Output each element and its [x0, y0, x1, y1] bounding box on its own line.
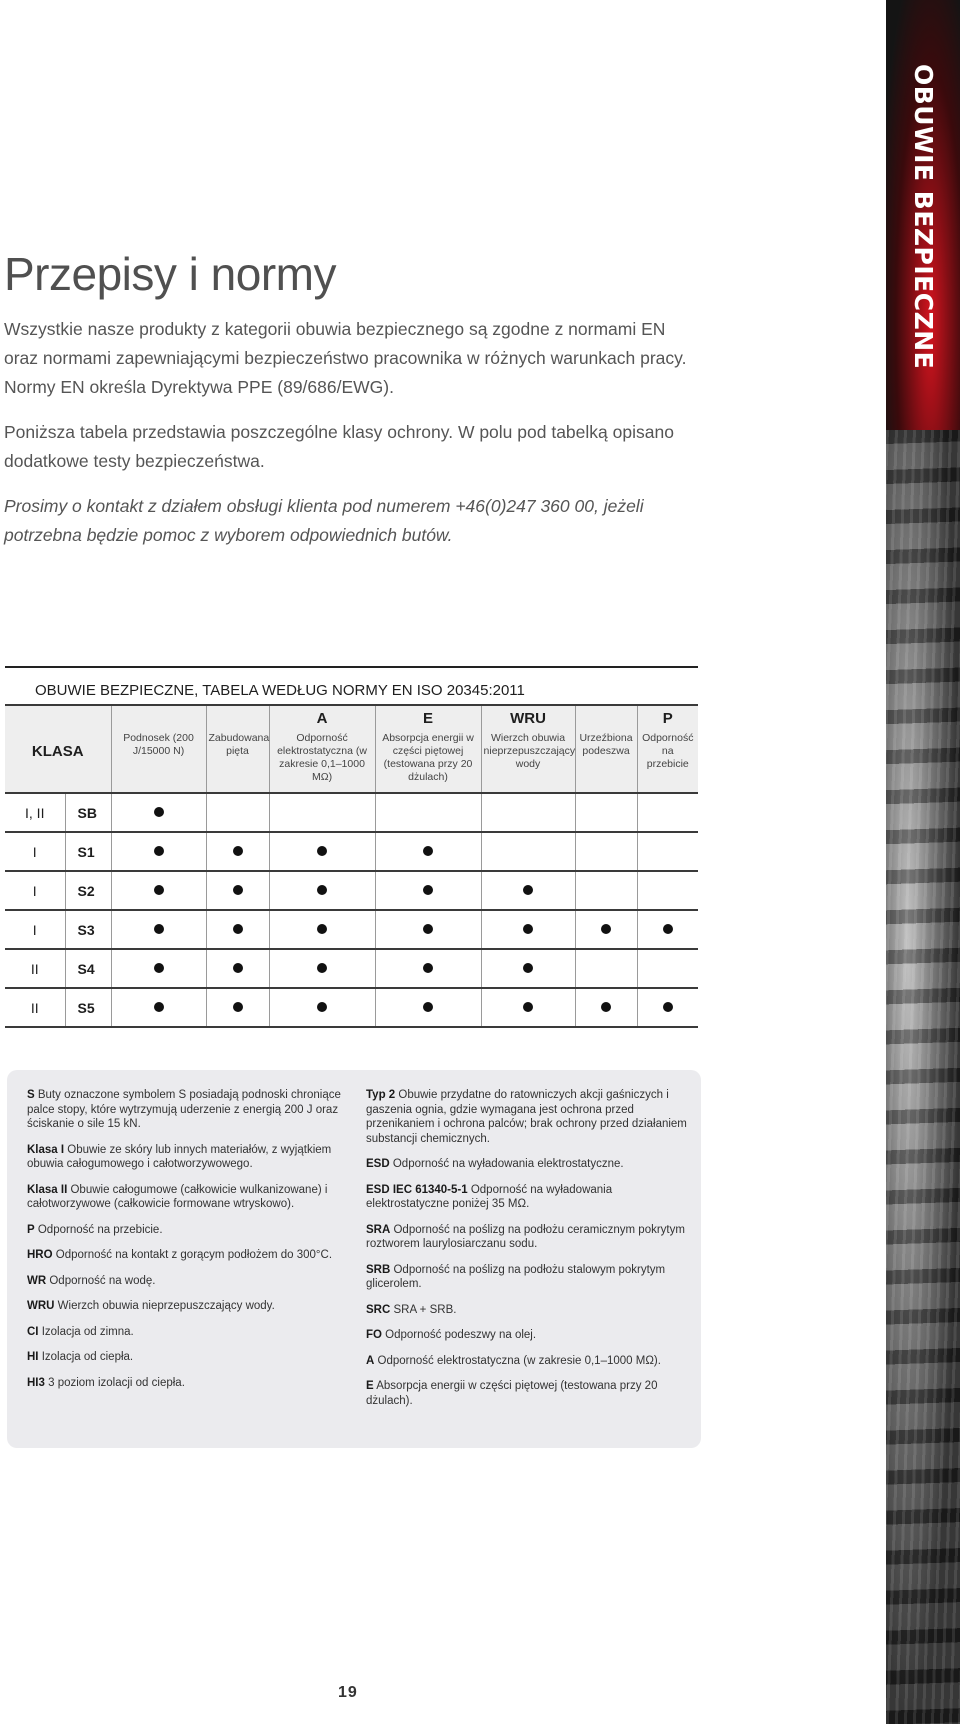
definition-term: HI3 — [27, 1376, 45, 1389]
column-header — [575, 705, 637, 793]
intro-paragraph: Wszystkie nasze produkty z kategorii obuwia bezpiecznego są zgodne z normami EN oraz normami zapewniającymi bezpieczeństwo pracownika w różnych warunkach pracy. Normy EN określa Dyrektywa PPE (89/686/EWG). — [4, 319, 687, 397]
requirement-cell — [206, 793, 269, 832]
requirement-cell — [481, 871, 575, 910]
definition-text: Izolacja od zimna. — [38, 1325, 134, 1338]
bullet-dot-icon — [423, 924, 433, 934]
requirement-cell — [269, 832, 375, 871]
klasa-cell: I, II — [5, 793, 65, 832]
definition-item — [27, 1376, 347, 1391]
requirement-cell — [111, 832, 206, 871]
requirement-cell — [111, 871, 206, 910]
requirement-cell — [575, 949, 637, 988]
column-header — [111, 705, 206, 793]
bullet-dot-icon — [317, 963, 327, 973]
requirement-cell — [206, 871, 269, 910]
symbol-cell: S4 — [65, 949, 111, 988]
column-description: Odporność na przebicie — [642, 732, 694, 770]
bullet-dot-icon — [233, 963, 243, 973]
column-description: Podnosek (200 J/15000 N) — [123, 732, 194, 757]
definition-term: Klasa II — [27, 1183, 68, 1196]
requirement-cell — [575, 910, 637, 949]
definition-term: CI — [27, 1325, 39, 1338]
definition-term: E — [366, 1380, 374, 1392]
requirement-cell — [206, 832, 269, 871]
column-letter — [112, 710, 206, 732]
column-header — [481, 705, 575, 793]
definition-term: Typ 2 — [366, 1089, 396, 1101]
requirement-cell — [575, 871, 637, 910]
page-title: Przepisy i normy — [4, 248, 336, 300]
column-header — [375, 705, 481, 793]
klasa-cell: I — [5, 910, 65, 949]
column-header — [269, 705, 375, 793]
bullet-dot-icon — [154, 846, 164, 856]
column-letter — [207, 710, 269, 732]
requirement-cell — [269, 793, 375, 832]
table-row — [5, 949, 698, 988]
table-top-rule — [5, 666, 698, 668]
definition-text: Odporność na wyładowania elektrostatyczne poniżej 35 MΩ. — [366, 1183, 613, 1210]
symbol-cell: S1 — [65, 832, 111, 871]
column-header — [206, 705, 269, 793]
requirement-cell — [375, 793, 481, 832]
definition-term: Klasa I — [27, 1143, 65, 1156]
column-description: Wierzch obuwia nieprzepuszczający wody — [483, 732, 576, 770]
column-letter — [576, 710, 637, 732]
symbol-cell: S2 — [65, 871, 111, 910]
requirement-cell — [269, 910, 375, 949]
definition-item — [27, 1183, 347, 1212]
requirement-cell — [111, 793, 206, 832]
definition-text: Odporność na wodę. — [46, 1274, 156, 1287]
bullet-dot-icon — [317, 846, 327, 856]
column-header — [637, 705, 698, 793]
definition-item — [27, 1299, 347, 1314]
klasa-cell: II — [5, 988, 65, 1027]
bullet-dot-icon — [317, 924, 327, 934]
requirement-cell — [481, 949, 575, 988]
definition-text: Buty oznaczone symbolem S posiadają podnoski chroniące palce stopy, które wytrzymują uderzenie z energią 200 J oraz ściskanie o sile 15 kN. — [27, 1089, 341, 1130]
column-description: Absorpcja energii w części piętowej (testowana przy 20 dżulach) — [382, 732, 474, 783]
definition-item — [366, 1303, 691, 1318]
side-photo-workshop — [886, 430, 960, 1724]
definition-item — [366, 1354, 691, 1369]
requirement-cell — [375, 988, 481, 1027]
definition-item — [27, 1350, 347, 1365]
definition-text: Odporność na wyładowania elektrostatyczne. — [389, 1158, 624, 1170]
definition-term: FO — [366, 1329, 382, 1341]
requirement-cell — [375, 871, 481, 910]
bullet-dot-icon — [233, 846, 243, 856]
definition-term: S — [27, 1089, 35, 1101]
definition-text: Absorpcja energii w części piętowej (testowana przy 20 dżulach). — [366, 1380, 658, 1407]
column-letter: WRU — [510, 710, 546, 727]
column-description: Zabudowana pięta — [208, 732, 270, 757]
requirement-cell — [637, 871, 698, 910]
requirement-cell — [375, 910, 481, 949]
definition-term: HI — [27, 1351, 39, 1363]
definition-text: Odporność podeszwy na olej. — [381, 1329, 537, 1341]
page-number: 19 — [338, 1684, 358, 1701]
definition-text: Izolacja od ciepła. — [38, 1351, 134, 1363]
requirement-cell — [481, 793, 575, 832]
table-intro-paragraph: Poniższa tabela przedstawia poszczególne klasy ochrony. W polu pod tabelką opisano dodatkowe testy bezpieczeństwa. — [4, 422, 674, 471]
klasa-cell: I — [5, 832, 65, 871]
requirement-cell — [481, 988, 575, 1027]
definition-text: Odporność na poślizg na podłożu ceramicznym pokrytym roztworem laurylosiarczanu sodu. — [366, 1223, 685, 1250]
requirement-cell — [637, 949, 698, 988]
requirement-cell — [637, 793, 698, 832]
definition-item — [27, 1223, 347, 1238]
definition-text: 3 poziom izolacji od ciepła. — [44, 1376, 185, 1389]
bullet-dot-icon — [317, 885, 327, 895]
requirement-cell — [481, 832, 575, 871]
definition-term: WRU — [27, 1300, 55, 1312]
definition-item — [27, 1143, 347, 1172]
requirement-cell — [111, 988, 206, 1027]
requirement-cell — [375, 832, 481, 871]
contact-paragraph: Prosimy o kontakt z działem obsługi klienta pod numerem +46(0)247 360 00, jeżeli potrzebna będzie pomoc z wyborem odpowiednich butów. — [4, 496, 644, 545]
table-row — [5, 793, 698, 832]
klasa-cell: I — [5, 871, 65, 910]
requirement-cell — [637, 988, 698, 1027]
norms-table — [5, 704, 698, 1028]
requirement-cell — [206, 910, 269, 949]
definition-term: ESD — [366, 1158, 390, 1170]
definition-text: Wierzch obuwia nieprzepuszczający wody. — [54, 1300, 275, 1312]
definitions-right-column — [366, 1088, 691, 1419]
bullet-dot-icon — [154, 924, 164, 934]
requirement-cell — [111, 910, 206, 949]
definition-term: P — [27, 1223, 35, 1236]
bullet-dot-icon — [601, 1002, 611, 1012]
definition-term: SRC — [366, 1303, 391, 1316]
definition-item — [366, 1263, 691, 1292]
requirement-cell — [269, 871, 375, 910]
definition-text: SRA + SRB. — [390, 1303, 457, 1316]
bullet-dot-icon — [233, 924, 243, 934]
bullet-dot-icon — [663, 924, 673, 934]
bullet-dot-icon — [154, 963, 164, 973]
requirement-cell — [111, 949, 206, 988]
table-row — [5, 988, 698, 1027]
klasa-cell: II — [5, 949, 65, 988]
side-banner-title: OBUWIE BEZPIECZNE — [909, 64, 938, 370]
definition-item — [27, 1274, 347, 1289]
table-header-row — [5, 705, 698, 793]
definition-term: SRA — [366, 1223, 391, 1236]
definition-term: WR — [27, 1274, 47, 1287]
definition-text: Odporność na poślizg na podłożu stalowym pokrytym glicerolem. — [366, 1263, 666, 1290]
bullet-dot-icon — [423, 1002, 433, 1012]
bullet-dot-icon — [601, 924, 611, 934]
bullet-dot-icon — [523, 1002, 533, 1012]
bullet-dot-icon — [423, 885, 433, 895]
definition-text: Obuwie całogumowe (całkowicie wulkanizowane) i całotworzywowe (całkowicie formowane wtryskowo). — [27, 1183, 328, 1210]
definition-term: A — [366, 1354, 375, 1367]
bullet-dot-icon — [423, 846, 433, 856]
definition-item — [27, 1088, 347, 1132]
definition-text: Odporność na kontakt z gorącym podłożem do 300°C. — [52, 1249, 333, 1261]
bullet-dot-icon — [154, 807, 164, 817]
column-letter: P — [662, 710, 673, 727]
requirement-cell — [637, 910, 698, 949]
definition-item — [366, 1379, 691, 1408]
requirement-cell — [575, 832, 637, 871]
definition-item — [366, 1328, 691, 1343]
definitions-box — [7, 1070, 701, 1448]
symbol-cell: SB — [65, 793, 111, 832]
definition-text: Obuwie przydatne do ratowniczych akcji gaśniczych i gaszenia ognia, gdzie wymagana jest ochrona przed przenikaniem i ochrona palców; brak ochrony przed działaniem substancji chemicznych. — [366, 1089, 687, 1145]
requirement-cell — [206, 988, 269, 1027]
requirement-cell — [269, 988, 375, 1027]
bullet-dot-icon — [523, 963, 533, 973]
definition-item — [366, 1223, 691, 1252]
requirement-cell — [575, 988, 637, 1027]
table-row — [5, 832, 698, 871]
definitions-left-column — [27, 1088, 347, 1401]
symbol-cell: S3 — [65, 910, 111, 949]
bullet-dot-icon — [317, 1002, 327, 1012]
definition-item — [366, 1183, 691, 1212]
definition-text: Obuwie ze skóry lub innych materiałów, z wyjątkiem obuwia całogumowego i całotworzywowego. — [27, 1143, 332, 1170]
table-row — [5, 871, 698, 910]
column-letter: E — [423, 710, 434, 727]
definition-item — [27, 1248, 347, 1263]
bullet-dot-icon — [523, 885, 533, 895]
bullet-dot-icon — [233, 1002, 243, 1012]
table-caption: OBUWIE BEZPIECZNE, TABELA WEDŁUG NORMY EN ISO 20345:2011 — [35, 682, 525, 699]
bullet-dot-icon — [154, 885, 164, 895]
column-description: Odporność elektrostatyczna (w zakresie 0,1–1000 MΩ) — [277, 732, 367, 783]
requirement-cell — [637, 832, 698, 871]
definition-text: Odporność elektrostatyczna (w zakresie 0,1–1000 MΩ). — [374, 1354, 661, 1367]
bullet-dot-icon — [423, 963, 433, 973]
bullet-dot-icon — [154, 1002, 164, 1012]
bullet-dot-icon — [663, 1002, 673, 1012]
requirement-cell — [481, 910, 575, 949]
requirement-cell — [575, 793, 637, 832]
symbol-cell: S5 — [65, 988, 111, 1027]
column-letter: A — [316, 710, 328, 727]
requirement-cell — [269, 949, 375, 988]
definition-item — [27, 1325, 347, 1340]
bullet-dot-icon — [233, 885, 243, 895]
requirement-cell — [375, 949, 481, 988]
requirement-cell — [206, 949, 269, 988]
definition-item — [366, 1157, 691, 1172]
definition-text: Odporność na przebicie. — [34, 1223, 163, 1236]
definition-term: HRO — [27, 1249, 53, 1261]
column-description: Urzeźbiona podeszwa — [579, 732, 633, 757]
bullet-dot-icon — [523, 924, 533, 934]
definition-term: SRB — [366, 1263, 391, 1276]
table-row — [5, 910, 698, 949]
definition-item — [366, 1088, 691, 1146]
klasa-header: KLASA — [5, 705, 111, 793]
definition-term: ESD IEC 61340-5-1 — [366, 1183, 468, 1196]
